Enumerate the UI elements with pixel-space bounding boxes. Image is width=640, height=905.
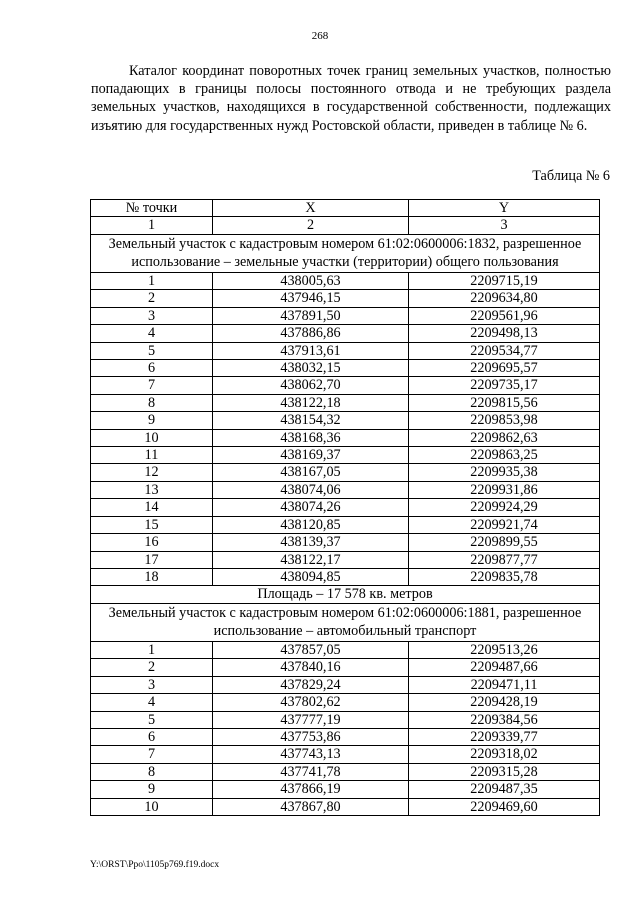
y-coordinate: 2209931,86 — [409, 481, 600, 498]
y-coordinate: 2209863,25 — [409, 447, 600, 464]
table-row — [91, 499, 600, 516]
point-number: 7 — [91, 377, 213, 394]
table-row — [91, 447, 600, 464]
point-number: 18 — [91, 568, 213, 585]
y-coordinate: 2209735,17 — [409, 377, 600, 394]
parcel-title-row — [91, 234, 600, 272]
x-coordinate: 438005,63 — [213, 273, 409, 290]
table-row — [91, 325, 600, 342]
y-coordinate: 2209428,19 — [409, 694, 600, 711]
table-row — [91, 377, 600, 394]
page-number: 268 — [311, 30, 329, 42]
table-caption: Таблица № 6 — [532, 168, 610, 184]
table-body — [91, 234, 600, 815]
x-coordinate: 438169,37 — [213, 447, 409, 464]
y-coordinate: 2209715,19 — [409, 273, 600, 290]
x-coordinate: 437867,80 — [213, 798, 409, 815]
y-coordinate: 2209695,57 — [409, 360, 600, 377]
table-row — [91, 746, 600, 763]
table-header-row — [91, 200, 600, 217]
x-coordinate: 438120,85 — [213, 516, 409, 533]
column-number: 3 — [409, 217, 600, 234]
table-row — [91, 360, 600, 377]
column-number-row — [91, 217, 600, 234]
table-row — [91, 307, 600, 324]
point-number: 5 — [91, 342, 213, 359]
x-coordinate: 437891,50 — [213, 307, 409, 324]
y-coordinate: 2209924,29 — [409, 499, 600, 516]
point-number: 2 — [91, 290, 213, 307]
x-coordinate: 437753,86 — [213, 728, 409, 745]
point-number: 15 — [91, 516, 213, 533]
point-number: 17 — [91, 551, 213, 568]
parcel-title: Земельный участок с кадастровым номером 61:02:0600006:1832, разрешенное использование – земельные участки (территории) общего пользования — [91, 234, 600, 272]
y-coordinate: 2209561,96 — [409, 307, 600, 324]
coordinates-table — [90, 199, 600, 816]
table-row — [91, 711, 600, 728]
column-number: 1 — [91, 217, 213, 234]
header-x: X — [213, 200, 409, 217]
table-row — [91, 394, 600, 411]
x-coordinate: 437829,24 — [213, 676, 409, 693]
point-number: 7 — [91, 746, 213, 763]
point-number: 10 — [91, 798, 213, 815]
x-coordinate: 437857,05 — [213, 641, 409, 658]
footer-file-path: Y:\ORST\Ppo\1105p769.f19.docx — [90, 860, 220, 870]
point-number: 13 — [91, 481, 213, 498]
table-row — [91, 412, 600, 429]
x-coordinate: 438074,26 — [213, 499, 409, 516]
y-coordinate: 2209634,80 — [409, 290, 600, 307]
y-coordinate: 2209315,28 — [409, 763, 600, 780]
point-number: 10 — [91, 429, 213, 446]
y-coordinate: 2209815,56 — [409, 394, 600, 411]
y-coordinate: 2209487,66 — [409, 659, 600, 676]
x-coordinate: 438074,06 — [213, 481, 409, 498]
y-coordinate: 2209487,35 — [409, 781, 600, 798]
point-number: 9 — [91, 781, 213, 798]
y-coordinate: 2209899,55 — [409, 534, 600, 551]
table-row — [91, 464, 600, 481]
y-coordinate: 2209339,77 — [409, 728, 600, 745]
x-coordinate: 438168,36 — [213, 429, 409, 446]
table-row — [91, 551, 600, 568]
y-coordinate: 2209318,02 — [409, 746, 600, 763]
table-row — [91, 429, 600, 446]
point-number: 4 — [91, 694, 213, 711]
point-number: 1 — [91, 273, 213, 290]
x-coordinate: 437743,13 — [213, 746, 409, 763]
table-row — [91, 728, 600, 745]
point-number: 14 — [91, 499, 213, 516]
point-number: 11 — [91, 447, 213, 464]
table-row — [91, 798, 600, 815]
parcel-title-row — [91, 603, 600, 641]
x-coordinate: 438122,17 — [213, 551, 409, 568]
column-number: 2 — [213, 217, 409, 234]
table-row — [91, 641, 600, 658]
y-coordinate: 2209921,74 — [409, 516, 600, 533]
point-number: 6 — [91, 360, 213, 377]
header-point-number: № точки — [91, 200, 213, 217]
point-number: 9 — [91, 412, 213, 429]
table-row — [91, 694, 600, 711]
y-coordinate: 2209877,77 — [409, 551, 600, 568]
point-number: 8 — [91, 763, 213, 780]
point-number: 5 — [91, 711, 213, 728]
x-coordinate: 438139,37 — [213, 534, 409, 551]
x-coordinate: 437886,86 — [213, 325, 409, 342]
y-coordinate: 2209384,56 — [409, 711, 600, 728]
table-row — [91, 516, 600, 533]
y-coordinate: 2209498,13 — [409, 325, 600, 342]
x-coordinate: 437946,15 — [213, 290, 409, 307]
y-coordinate: 2209469,60 — [409, 798, 600, 815]
parcel-area-row — [91, 586, 600, 603]
y-coordinate: 2209835,78 — [409, 568, 600, 585]
x-coordinate: 438167,05 — [213, 464, 409, 481]
point-number: 2 — [91, 659, 213, 676]
parcel-area: Площадь – 17 578 кв. метров — [91, 586, 600, 603]
x-coordinate: 437802,62 — [213, 694, 409, 711]
point-number: 12 — [91, 464, 213, 481]
y-coordinate: 2209935,38 — [409, 464, 600, 481]
y-coordinate: 2209534,77 — [409, 342, 600, 359]
table-row — [91, 763, 600, 780]
point-number: 3 — [91, 676, 213, 693]
table-row — [91, 273, 600, 290]
x-coordinate: 437840,16 — [213, 659, 409, 676]
table-row — [91, 290, 600, 307]
point-number: 16 — [91, 534, 213, 551]
x-coordinate: 438094,85 — [213, 568, 409, 585]
x-coordinate: 437777,19 — [213, 711, 409, 728]
point-number: 8 — [91, 394, 213, 411]
x-coordinate: 437866,19 — [213, 781, 409, 798]
y-coordinate: 2209471,11 — [409, 676, 600, 693]
table-row — [91, 342, 600, 359]
intro-paragraph: Каталог координат поворотных точек границ земельных участков, полностью попадающих в границы полосы постоянного отвода и не требующих раздела земельных участков, находящихся в государственной собственности, подлежащих изъятию для государственных нужд Ростовской области, приведен в таблице № 6. — [91, 63, 611, 134]
x-coordinate: 438062,70 — [213, 377, 409, 394]
y-coordinate: 2209853,98 — [409, 412, 600, 429]
point-number: 4 — [91, 325, 213, 342]
y-coordinate: 2209513,26 — [409, 641, 600, 658]
x-coordinate: 438154,32 — [213, 412, 409, 429]
table-row — [91, 659, 600, 676]
x-coordinate: 437913,61 — [213, 342, 409, 359]
table-row — [91, 676, 600, 693]
table-row — [91, 781, 600, 798]
table-row — [91, 534, 600, 551]
point-number: 3 — [91, 307, 213, 324]
x-coordinate: 438122,18 — [213, 394, 409, 411]
parcel-title: Земельный участок с кадастровым номером 61:02:0600006:1881, разрешенное использование – автомобильный транспорт — [91, 603, 600, 641]
point-number: 1 — [91, 641, 213, 658]
y-coordinate: 2209862,63 — [409, 429, 600, 446]
x-coordinate: 437741,78 — [213, 763, 409, 780]
table-row — [91, 481, 600, 498]
x-coordinate: 438032,15 — [213, 360, 409, 377]
table-row — [91, 568, 600, 585]
header-y: Y — [409, 200, 600, 217]
point-number: 6 — [91, 728, 213, 745]
